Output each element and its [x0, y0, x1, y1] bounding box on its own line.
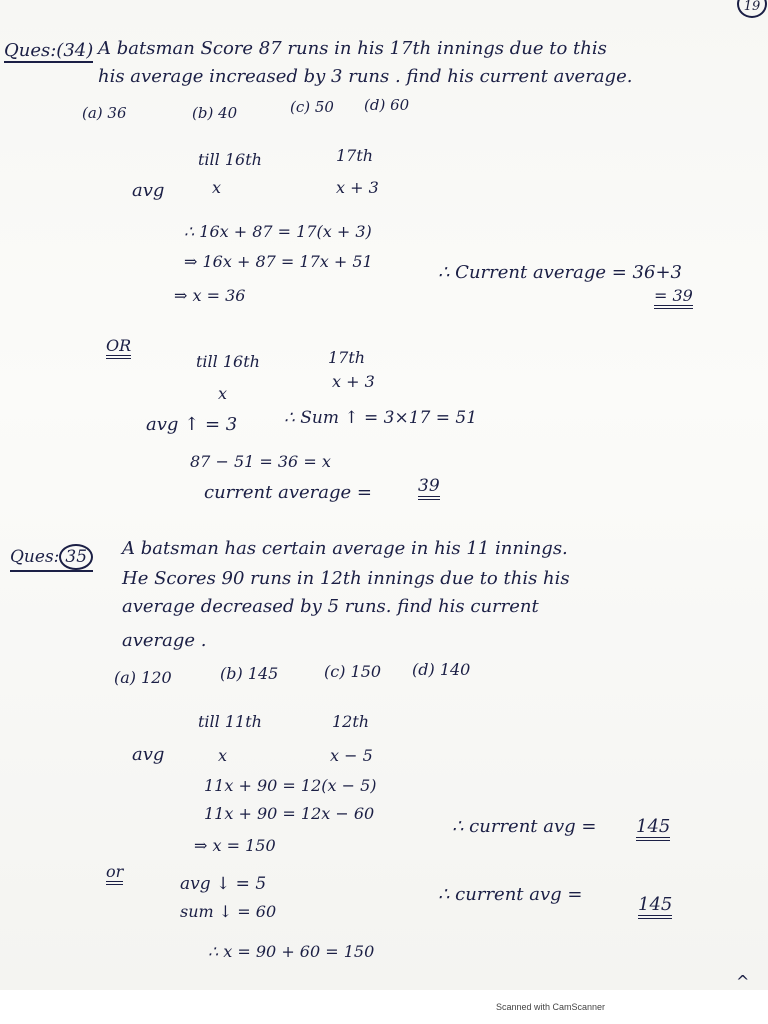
- q35-option-d: (d) 140: [412, 660, 471, 679]
- q34-option-c: (c) 50: [290, 98, 334, 116]
- q34-label: Ques:(34): [4, 40, 94, 61]
- q35-number-circle: 35: [59, 544, 93, 570]
- q34-m1-equation-1: ∴ 16x + 87 = 17(x + 3): [184, 222, 372, 241]
- q34-option-b: (b) 40: [192, 104, 238, 122]
- q34-m2-current-value: 39: [418, 476, 440, 500]
- q35-m2-conclusion: ∴ current avg =: [438, 884, 583, 905]
- q34-text-line2: his average increased by 3 runs . find his current average.: [98, 66, 633, 87]
- q34-m1-answer: = 39: [654, 286, 693, 309]
- q35-or-label: or: [106, 862, 123, 885]
- q35-option-c: (c) 150: [324, 662, 382, 681]
- q34-m1-avg-label: avg: [132, 180, 165, 201]
- q34-m1-value-x: x: [212, 178, 222, 197]
- q34-text-line1: A batsman Score 87 runs in his 17th innings due to this: [98, 38, 607, 59]
- q34-m2-header-till: till 16th: [196, 352, 260, 371]
- q34-option-d: (d) 60: [364, 96, 410, 114]
- q35-m1-header-till: till 11th: [198, 712, 262, 731]
- q34-option-a: (a) 36: [82, 104, 127, 122]
- q35-text-line1: A batsman has certain average in his 11 innings.: [122, 538, 568, 559]
- q35-m1-equation-3: ⇒ x = 150: [194, 836, 276, 855]
- q34-m2-value-x: x: [218, 384, 228, 403]
- q35-m1-answer: 145: [636, 816, 670, 841]
- q35-option-b: (b) 145: [220, 664, 279, 683]
- q35-m1-equation-1: 11x + 90 = 12(x − 5): [204, 776, 377, 795]
- q35-m1-conclusion: ∴ current avg =: [452, 816, 597, 837]
- q35-m2-avg-decrease: avg ↓ = 5: [180, 874, 267, 894]
- q34-m1-header-till: till 16th: [198, 150, 262, 169]
- q35-m1-value-x: x: [218, 746, 228, 765]
- q35-m1-avg-label: avg: [132, 744, 165, 765]
- q34-or-label: OR: [106, 336, 131, 359]
- scanner-footer-strip: [0, 990, 768, 1024]
- q34-m1-equation-2: ⇒ 16x + 87 = 17x + 51: [184, 252, 373, 271]
- q34-m2-header-next: 17th: [328, 348, 366, 367]
- q34-m2-sum-increase: ∴ Sum ↑ = 3×17 = 51: [284, 408, 478, 428]
- q35-text-line2: He Scores 90 runs in 12th innings due to this his: [122, 568, 570, 589]
- q34-m2-current-label: current average =: [204, 482, 372, 503]
- caret-mark: ^: [736, 972, 750, 991]
- q34-m1-header-next: 17th: [336, 146, 374, 165]
- q35-text-line4: average .: [122, 630, 207, 651]
- q34-m1-conclusion: ∴ Current average = 36+3: [438, 262, 682, 283]
- q35-option-a: (a) 120: [114, 668, 172, 687]
- q35-m1-value-x-minus-5: x − 5: [330, 746, 373, 765]
- q34-m1-value-x-plus-3: x + 3: [336, 178, 379, 197]
- q34-m2-avg-increase: avg ↑ = 3: [146, 414, 238, 435]
- q35-label-prefix: Ques:: [10, 547, 60, 567]
- q35-text-line3: average decreased by 5 runs. find his current: [122, 596, 539, 617]
- scanner-watermark: Scanned with CamScanner: [496, 1002, 606, 1012]
- q35-m2-answer: 145: [638, 894, 672, 919]
- page-number: 19: [737, 0, 767, 18]
- q35-m1-equation-2: 11x + 90 = 12x − 60: [204, 804, 375, 823]
- q34-m2-value-x-plus-3: x + 3: [332, 372, 375, 391]
- q35-m2-sum-decrease: sum ↓ = 60: [180, 902, 277, 921]
- q34-m1-equation-3: ⇒ x = 36: [174, 286, 246, 305]
- q35-m2-calculation: ∴ x = 90 + 60 = 150: [208, 942, 375, 961]
- q34-m2-calculation: 87 − 51 = 36 = x: [190, 452, 331, 471]
- q35-label: [10, 544, 93, 572]
- q35-m1-header-next: 12th: [332, 712, 370, 731]
